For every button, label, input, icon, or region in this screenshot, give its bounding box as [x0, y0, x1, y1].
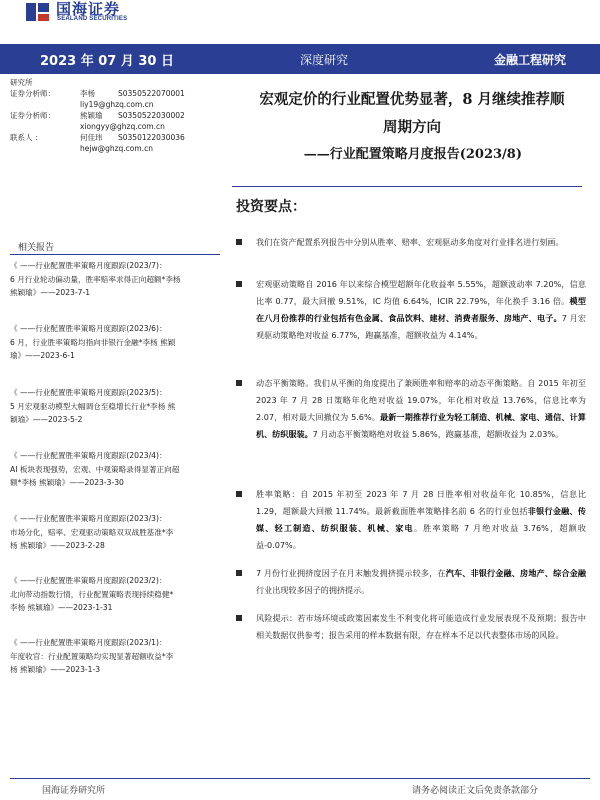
bullet-marker-icon	[236, 570, 242, 576]
related-report-series: 《 ——行业配置胜率策略月度跟踪(2023/6)：	[10, 324, 167, 333]
bullet-highlight: 非银行金融、传媒、轻工制造、纺织服装、机械、家电	[256, 506, 586, 533]
bullet-macro-strategy	[236, 276, 586, 344]
bullet-marker-icon	[236, 380, 242, 386]
bullet-run: 我们在资产配置系列报告中分别从胜率、赔率、宏观驱动多角度对行业排名进行刻画。	[256, 237, 564, 247]
contact-role: 联系人 ：	[10, 133, 43, 142]
bullet-run: 7 月动态平衡策略绝对收益 5.86%，跑赢基准，超额收益为 2.03%。	[312, 429, 564, 439]
analyst-name: 熊颖瑜	[80, 111, 103, 120]
related-reports-heading: 相关报告	[18, 243, 55, 253]
bullet-text	[236, 486, 586, 554]
bullet-highlight: 汽车、非银行金融、房地产、综合金融	[445, 568, 586, 578]
logo-text-cn: 国海证券	[56, 0, 121, 18]
contact-email[interactable]: hejw@ghzq.com.cn	[80, 144, 153, 153]
related-report-meta: 杨 熊颖瑜》——2023-2-28	[10, 541, 105, 550]
related-report-title: 北向带动指数行情，行业配置策略表现持续稳健*	[10, 589, 174, 599]
footer-institute: 国海证券研究所	[42, 786, 106, 796]
bullet-run: 胜率策略：自 2015 年初至 2023 年 7 月 28 日胜率相对收益年化 10.85%，信息比 1.29，超额最大回撤 11.74%。最新截面胜率策略排名前 6 名的行业包括	[256, 489, 586, 516]
bullet-risk-warning	[236, 610, 586, 644]
bullet-run: 行业出现较多因子的拥挤提示。	[256, 585, 370, 595]
analyst-role: 证券分析师：	[10, 89, 55, 98]
title-divider	[232, 186, 582, 187]
institute-label: 研究所	[10, 78, 33, 87]
bullet-highlight: 模型在八月份推荐的行业包括有色金属、食品饮料、建材、消费者服务、房地产、电子。	[256, 296, 586, 323]
related-report-title: 5 月宏观驱动模型大幅调仓至稳增长行业*李杨 熊	[10, 401, 176, 411]
related-report-series: 《 ——行业配置胜率策略月度跟踪(2023/2)：	[10, 576, 167, 585]
related-report-meta: 杨 熊颖瑜》——2023-1-3	[10, 665, 101, 674]
related-report-title: 6 月行业轮动偏动量，胜率赔率求得正向超额*李杨	[10, 274, 181, 284]
report-type: 深度研究	[300, 53, 349, 67]
bullet-marker-icon	[236, 281, 242, 287]
related-report-series: 《 ——行业配置胜率策略月度跟踪(2023/5)：	[10, 388, 167, 397]
key-points-heading: 投资要点：	[236, 199, 306, 215]
bullet-marker-icon	[236, 615, 242, 621]
related-report-item[interactable]	[10, 322, 220, 363]
bullet-highlight: 最新一期推荐行业为轻工制造、机械、家电、通信、计算机、纺织服装。	[256, 412, 586, 439]
bullet-text	[236, 375, 586, 443]
related-report-item[interactable]	[10, 386, 220, 427]
related-report-meta: 李杨 熊颖瑜》——2023-1-31	[10, 603, 113, 612]
related-report-series: 《 ——行业配置胜率策略月度跟踪(2023/3)：	[10, 514, 167, 523]
title-line-1: 宏观定价的行业配置优势显著，8 月继续推荐顺	[259, 91, 565, 108]
related-report-item[interactable]	[10, 449, 220, 490]
related-report-meta: 额*李杨 熊颖瑜》——2023-3-30	[10, 478, 124, 487]
analyst-code: S0350522030002	[118, 111, 185, 120]
bullet-run: 7 月份行业拥挤度因子在月末触发拥挤提示较多，在	[256, 568, 446, 578]
footer-disclaimer[interactable]: 请务必阅读正文后免责条款部分	[412, 786, 539, 796]
related-report-item[interactable]	[10, 512, 220, 553]
report-title	[232, 86, 592, 166]
sidebar-divider	[10, 254, 220, 255]
bullet-run: 。胜率策略 7 月绝对收益 3.76%，超额收益-0.07%。	[256, 523, 586, 550]
bullet-run: 宏观驱动策略自 2016 年以来综合模型超额年化收益率 5.55%，超额波动率 7.20%，信息比率 0.77，最大回撤 9.51%，IC 均值 6.64%，ICIR 22.79%，年化换手 3.16 倍。	[256, 279, 586, 306]
contact-code: S0350122030036	[118, 133, 185, 142]
related-report-title: AI 板块表现强势，宏观、中观策略录得显著正向超	[10, 464, 180, 474]
analyst-email[interactable]: liy19@ghzq.com.cn	[80, 100, 154, 109]
report-subtitle: ——行业配置策略月度报告(2023/8)	[303, 147, 522, 162]
bullet-dynamic-balance	[236, 375, 586, 443]
bullet-marker-icon	[236, 239, 242, 245]
related-report-series: 《 ——行业配置胜率策略月度跟踪(2023/1)：	[10, 638, 167, 647]
related-report-item[interactable]	[10, 636, 220, 677]
related-report-item[interactable]	[10, 259, 220, 300]
bullet-run: 动态平衡策略。我们从平衡的角度提出了兼顾胜率和赔率的动态平衡策略。自 2015 年初至 2023 年 7 月 28 日策略年化绝对收益 19.07%，年化相对收益 13.76%，信息比率为 2.07，相对最大回撤仅为 5.6%。	[256, 378, 586, 422]
analyst-info	[10, 77, 230, 154]
logo-text-en: SEALAND SECURITIES	[57, 16, 128, 22]
bullet-run: 7 月宏观驱动策略绝对收益 6.77%，跑赢基准，超额收益为 4.14%。	[256, 313, 586, 340]
related-report-series: 《 ——行业配置胜率策略月度跟踪(2023/7)：	[10, 261, 167, 270]
bullet-text	[236, 565, 586, 599]
report-category: 金融工程研究	[494, 53, 567, 67]
header-banner	[0, 44, 600, 74]
company-logo	[24, 0, 204, 24]
related-report-meta: 颖瑜》——2023-5-2	[10, 415, 83, 424]
bullet-text	[236, 610, 586, 644]
footer-divider	[10, 778, 590, 779]
related-report-title: 6 月，行业胜率策略均指向非银行金融*李杨 熊颖	[10, 337, 176, 347]
bullet-text	[236, 234, 586, 251]
bullet-intro	[236, 234, 586, 251]
related-report-title: 年度收官：行业配置策略均实现显著超额收益*李	[10, 651, 174, 661]
related-report-series: 《 ——行业配置胜率策略月度跟踪(2023/4)：	[10, 451, 167, 460]
report-date: 2023 年 07 月 30 日	[40, 54, 174, 69]
contact-name: 何佳玮	[80, 133, 103, 142]
related-report-meta: 熊颖瑜》——2023-7-1	[10, 288, 91, 297]
related-report-meta: 瑜》——2023-6-1	[10, 351, 75, 360]
related-report-item[interactable]	[10, 574, 220, 615]
analyst-email[interactable]: xiongyy@ghzq.com.cn	[80, 122, 165, 131]
bullet-run: 风险提示：若市场环境或政策因素发生不利变化将可能造成行业发展表现不及预期；报告中相关数据仅供参考；报告采用的样本数据有限，存在样本不足以代表整体市场的风险。	[256, 613, 586, 640]
analyst-role: 证券分析师：	[10, 111, 55, 120]
bullet-crowding	[236, 565, 586, 599]
bullet-win-rate	[236, 486, 586, 554]
analyst-code: S0350522070001	[118, 89, 185, 98]
analyst-name: 李杨	[80, 89, 95, 98]
title-line-2: 周期方向	[383, 119, 441, 136]
page-footer	[0, 778, 600, 796]
related-report-title: 市场分化，赔率、宏观驱动策略双双战胜基准*李	[10, 527, 174, 537]
bullet-marker-icon	[236, 491, 242, 497]
bullet-text	[236, 276, 586, 344]
logo-mark-icon	[24, 0, 52, 24]
